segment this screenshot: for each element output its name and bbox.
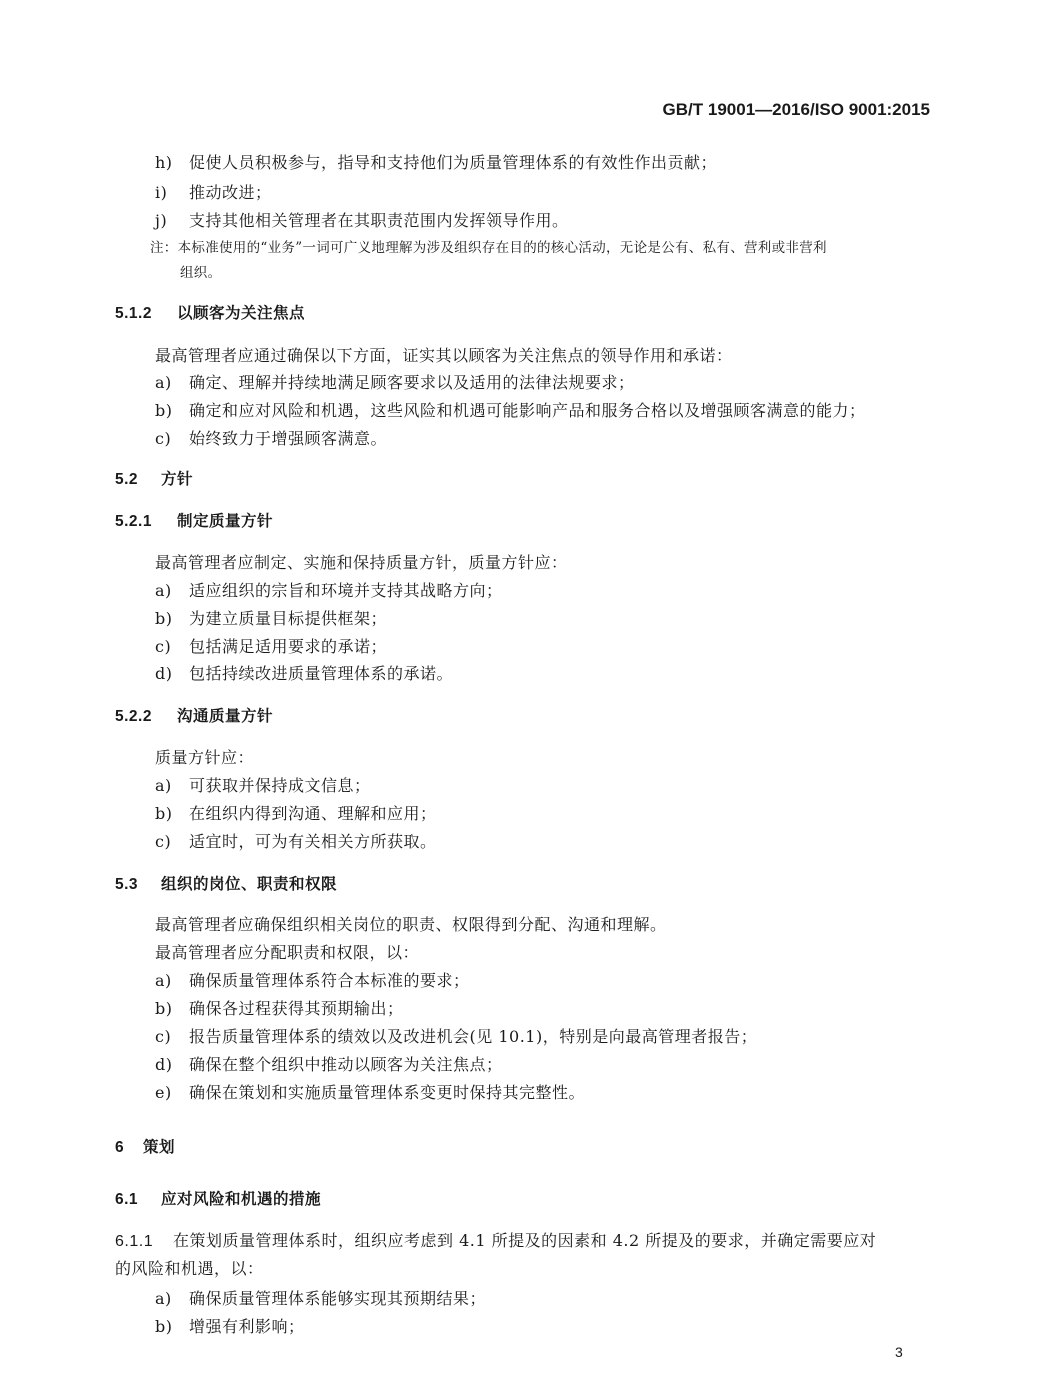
list-label: b) bbox=[155, 401, 173, 420]
list-label: b) bbox=[155, 999, 173, 1018]
section-title: 沟通质量方针 bbox=[177, 706, 274, 725]
list-item bbox=[155, 968, 470, 991]
list-item bbox=[155, 1080, 585, 1103]
section-number: 6.1 bbox=[115, 1191, 139, 1208]
paragraph-text: 在策划质量管理体系时，组织应考虑到 4.1 所提及的因素和 4.2 所提及的要求，并确定需要应对 bbox=[173, 1231, 877, 1250]
list-text: 促使人员积极参与，指导和支持他们为质量管理体系的有效性作出贡献； bbox=[189, 153, 718, 172]
list-label: c) bbox=[155, 429, 172, 448]
list-item bbox=[155, 634, 387, 657]
list-item bbox=[155, 801, 437, 824]
section-number: 5.2 bbox=[115, 471, 139, 488]
list-label: h) bbox=[155, 153, 173, 172]
section-number: 5.3 bbox=[115, 876, 139, 893]
list-label: b) bbox=[155, 1317, 173, 1336]
list-text: 确保质量管理体系能够实现其预期结果； bbox=[189, 1289, 487, 1308]
list-label: c) bbox=[155, 832, 172, 851]
section-title: 策划 bbox=[143, 1137, 176, 1156]
note-line-1: 注：本标准使用的“业务”一词可广义地理解为涉及组织存在目的的核心活动，无论是公有、私有、营利或非营利 bbox=[150, 240, 827, 256]
section-title: 制定质量方针 bbox=[177, 511, 274, 530]
section-title: 组织的岗位、职责和权限 bbox=[161, 874, 338, 893]
list-text: 确保质量管理体系符合本标准的要求； bbox=[189, 971, 470, 990]
list-text: 可获取并保持成文信息； bbox=[189, 776, 371, 795]
list-label: b) bbox=[155, 804, 173, 823]
section-heading-5-3 bbox=[115, 872, 337, 894]
list-label: a) bbox=[155, 373, 172, 392]
section-number: 5.2.2 bbox=[115, 708, 152, 725]
list-label: i) bbox=[155, 183, 168, 202]
paragraph: 质量方针应： bbox=[155, 748, 255, 767]
list-item bbox=[155, 1052, 503, 1075]
section-heading-5-1-2 bbox=[115, 301, 305, 323]
paragraph-6-1-1-line-1 bbox=[115, 1228, 876, 1251]
list-text: 为建立质量目标提供框架； bbox=[189, 609, 388, 628]
list-label: d) bbox=[155, 664, 173, 683]
list-text: 报告质量管理体系的绩效以及改进机会(见 10.1)，特别是向最高管理者报告； bbox=[189, 1027, 758, 1046]
page-number: 3 bbox=[895, 1344, 903, 1360]
list-text: 确保各过程获得其预期输出； bbox=[189, 999, 404, 1018]
section-title: 以顾客为关注焦点 bbox=[177, 303, 306, 322]
paragraph: 最高管理者应分配职责和权限，以： bbox=[155, 943, 420, 962]
list-text: 适宜时，可为有关相关方所获取。 bbox=[189, 832, 437, 851]
list-label: c) bbox=[155, 637, 172, 656]
list-item bbox=[155, 1314, 305, 1337]
paragraph-6-1-1-line-2: 的风险和机遇，以： bbox=[115, 1259, 264, 1278]
list-item bbox=[155, 996, 404, 1019]
note-line-2: 组织。 bbox=[180, 265, 222, 281]
list-item bbox=[155, 606, 387, 629]
list-item bbox=[155, 150, 717, 173]
section-title: 方针 bbox=[161, 469, 194, 488]
list-text: 包括持续改进质量管理体系的承诺。 bbox=[189, 664, 454, 683]
list-text: 支持其他相关管理者在其职责范围内发挥领导作用。 bbox=[189, 211, 569, 230]
list-label: e) bbox=[155, 1083, 172, 1102]
section-heading-5-2-1 bbox=[115, 509, 273, 531]
list-text: 推动改进； bbox=[189, 183, 272, 202]
list-text: 确保在策划和实施质量管理体系变更时保持其完整性。 bbox=[189, 1083, 586, 1102]
list-text: 适应组织的宗旨和环境并支持其战略方向； bbox=[189, 581, 503, 600]
list-text: 确定和应对风险和机遇，这些风险和机遇可能影响产品和服务合格以及增强顾客满意的能力； bbox=[189, 401, 866, 420]
list-item bbox=[155, 1286, 486, 1309]
section-number: 6.1.1 bbox=[115, 1233, 154, 1250]
paragraph: 最高管理者应制定、实施和保持质量方针，质量方针应： bbox=[155, 553, 568, 572]
list-item bbox=[155, 208, 569, 231]
section-heading-5-2 bbox=[115, 467, 193, 489]
list-text: 包括满足适用要求的承诺； bbox=[189, 637, 388, 656]
list-label: b) bbox=[155, 609, 173, 628]
section-number: 5.1.2 bbox=[115, 305, 152, 322]
list-item bbox=[155, 661, 453, 684]
list-item bbox=[155, 180, 272, 203]
list-label: a) bbox=[155, 581, 172, 600]
list-item bbox=[155, 1024, 757, 1047]
section-number: 6 bbox=[115, 1139, 125, 1156]
list-label: d) bbox=[155, 1055, 173, 1074]
paragraph: 最高管理者应通过确保以下方面，证实其以顾客为关注焦点的领导作用和承诺： bbox=[155, 346, 733, 365]
section-number: 5.2.1 bbox=[115, 513, 152, 530]
paragraph: 最高管理者应确保组织相关岗位的职责、权限得到分配、沟通和理解。 bbox=[155, 915, 667, 934]
section-heading-6-1 bbox=[115, 1187, 321, 1209]
standard-header: GB/T 19001—2016/ISO 9001:2015 bbox=[662, 100, 930, 119]
list-item bbox=[155, 370, 635, 393]
list-label: c) bbox=[155, 1027, 172, 1046]
list-item bbox=[155, 829, 437, 852]
list-text: 确定、理解并持续地满足顾客要求以及适用的法律法规要求； bbox=[189, 373, 635, 392]
list-label: a) bbox=[155, 971, 172, 990]
section-heading-6 bbox=[115, 1135, 175, 1157]
list-text: 确保在整个组织中推动以顾客为关注焦点； bbox=[189, 1055, 503, 1074]
list-text: 增强有利影响； bbox=[189, 1317, 305, 1336]
list-label: a) bbox=[155, 776, 172, 795]
section-heading-5-2-2 bbox=[115, 704, 273, 726]
list-text: 始终致力于增强顾客满意。 bbox=[189, 429, 388, 448]
list-item bbox=[155, 773, 371, 796]
list-label: j) bbox=[155, 211, 168, 230]
list-item bbox=[155, 398, 866, 421]
list-item bbox=[155, 578, 503, 601]
section-title: 应对风险和机遇的措施 bbox=[161, 1189, 322, 1208]
list-text: 在组织内得到沟通、理解和应用； bbox=[189, 804, 437, 823]
list-item bbox=[155, 426, 387, 449]
list-label: a) bbox=[155, 1289, 172, 1308]
